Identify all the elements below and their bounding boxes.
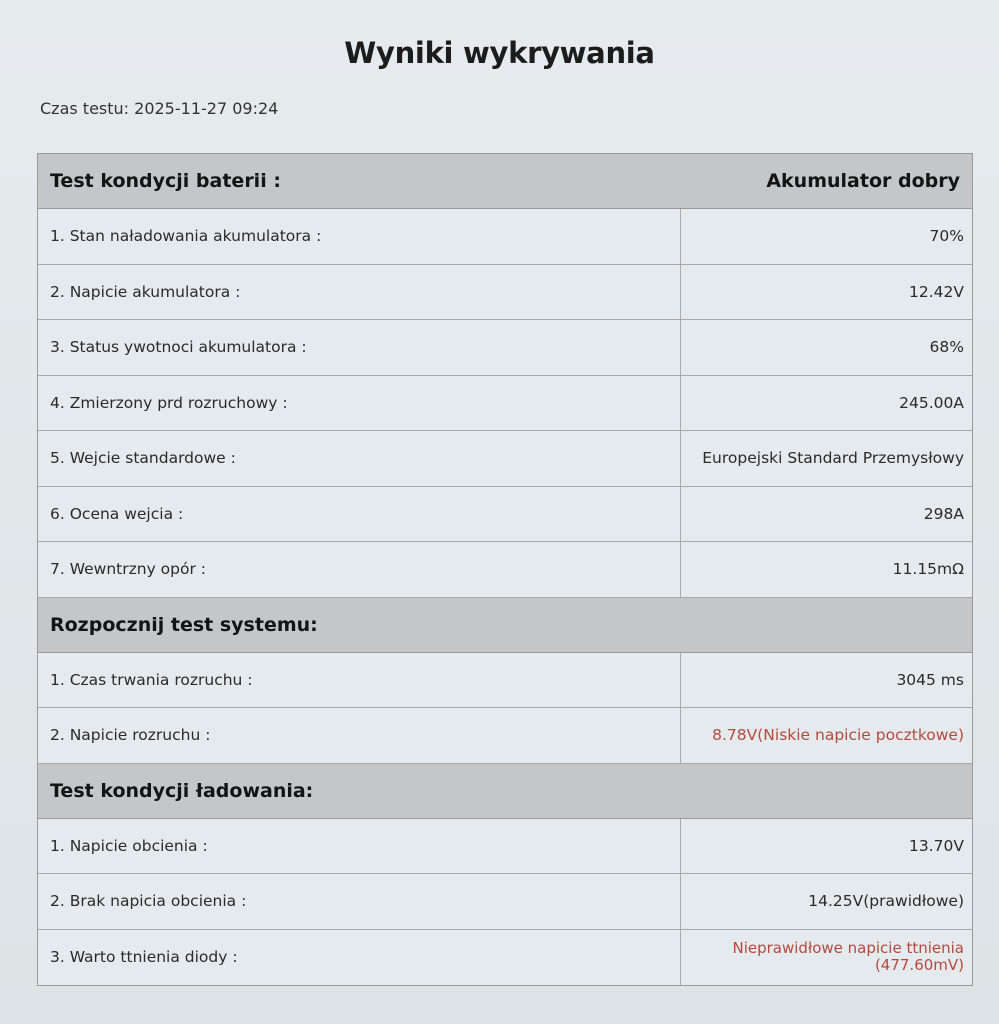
- row-value: 245.00A: [899, 393, 964, 412]
- table-row: [38, 376, 972, 432]
- section-battery-result: Akumulator dobry: [766, 170, 960, 192]
- row-label: 5. Wejcie standardowe :: [38, 431, 681, 486]
- row-label: 4. Zmierzony prd rozruchowy :: [38, 376, 681, 431]
- table-row: [38, 320, 972, 376]
- row-value: 68%: [929, 338, 964, 357]
- section-charging-title: Test kondycji ładowania:: [50, 779, 314, 802]
- row-value: 11.15mΩ: [892, 560, 964, 579]
- row-label: 6. Ocena wejcia :: [38, 487, 681, 542]
- warning-line-1: Nieprawidłowe napicie ttnienia: [732, 939, 964, 958]
- table-row: [38, 819, 972, 875]
- row-label: 7. Wewntrzny opór :: [38, 542, 681, 597]
- warning-line-2: (477.60mV): [874, 956, 964, 975]
- row-label: 3. Warto ttnienia diody :: [38, 930, 681, 986]
- row-label: 1. Czas trwania rozruchu :: [38, 653, 681, 708]
- row-label: 2. Napicie rozruchu :: [38, 708, 681, 763]
- row-value: 12.42V: [909, 282, 964, 301]
- results-table: [37, 153, 973, 986]
- section-battery-header: [38, 154, 972, 209]
- page-title: Wyniki wykrywania: [344, 36, 655, 70]
- table-row: [38, 708, 972, 764]
- table-row: [38, 265, 972, 321]
- row-value: 3045 ms: [896, 670, 964, 689]
- table-row: [38, 487, 972, 543]
- row-value-warning: 8.78V(Niskie napicie pocztkowe): [712, 726, 964, 745]
- row-value-warning: [681, 930, 972, 986]
- table-row: [38, 930, 972, 986]
- row-label: 1. Stan naładowania akumulatora :: [38, 209, 681, 264]
- table-row: [38, 542, 972, 598]
- row-value: Europejski Standard Przemysłowy: [702, 449, 964, 468]
- table-row: [38, 653, 972, 709]
- row-label: 3. Status ywotnoci akumulatora :: [38, 320, 681, 375]
- row-label: 2. Napicie akumulatora :: [38, 265, 681, 320]
- table-row: [38, 431, 972, 487]
- row-value: 13.70V: [909, 836, 964, 855]
- table-row: [38, 874, 972, 930]
- row-value: 14.25V(prawidłowe): [808, 892, 964, 911]
- table-row: [38, 209, 972, 265]
- row-value: 298A: [923, 504, 964, 523]
- section-battery-title: Test kondycji baterii :: [50, 170, 281, 192]
- row-label: 2. Brak napicia obcienia :: [38, 874, 681, 929]
- section-system-header: [38, 598, 972, 653]
- test-time: Czas testu: 2025-11-27 09:24: [40, 99, 279, 118]
- row-value: 70%: [929, 227, 964, 246]
- row-label: 1. Napicie obcienia :: [38, 819, 681, 874]
- section-system-title: Rozpocznij test systemu:: [50, 613, 318, 636]
- section-charging-header: [38, 764, 972, 819]
